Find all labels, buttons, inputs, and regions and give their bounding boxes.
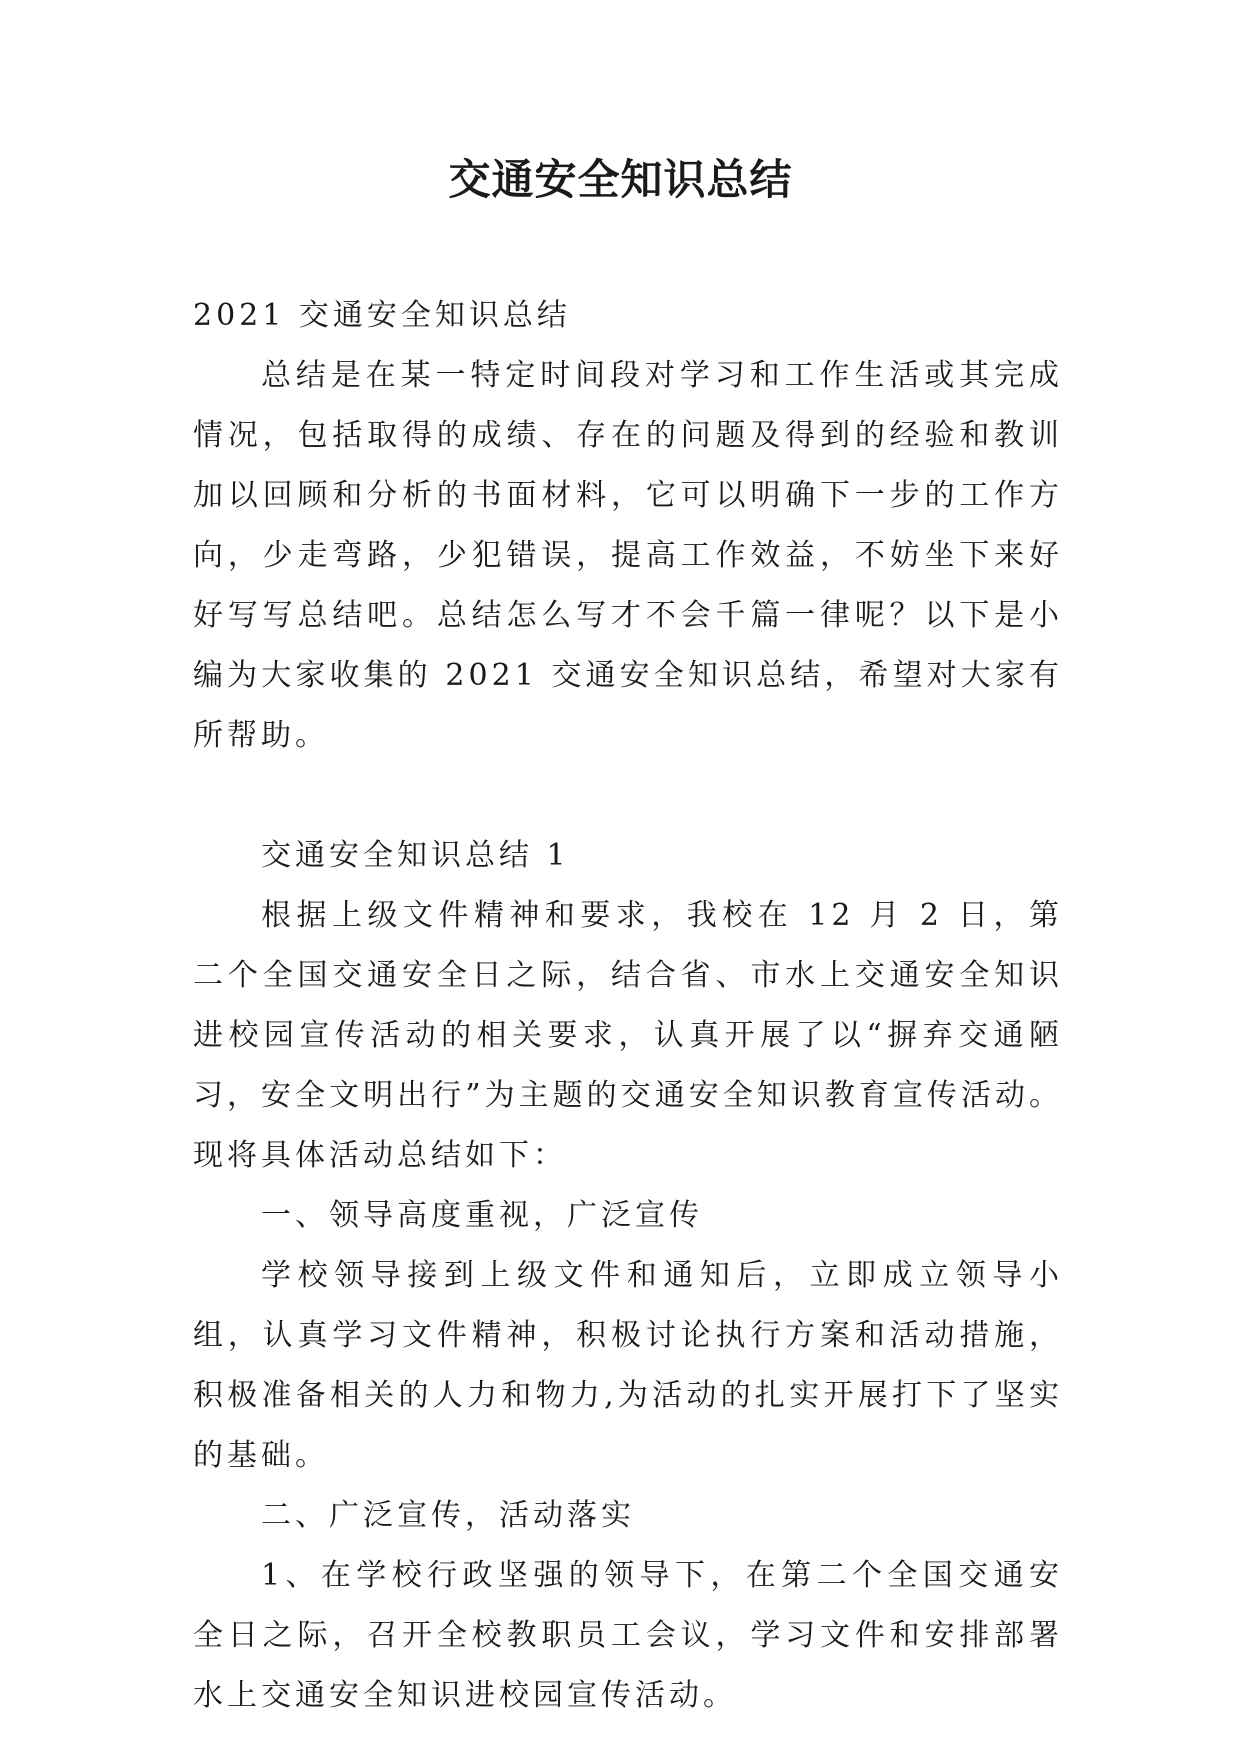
document-subtitle: 2021 交通安全知识总结 <box>193 298 571 333</box>
subheading-one: 一、领导高度重视，广泛宣传 <box>261 1198 703 1233</box>
paragraph-one: 学校领导接到上级文件和通知后，立即成立领导小组，认真学习文件精神，积极讨论执行方案和活动措施，积极准备相关的人力和物力,为活动的扎实开展打下了坚实的基础。 <box>193 1258 1063 1473</box>
document-body <box>193 286 1063 1726</box>
document-title: 交通安全知识总结 <box>448 155 793 204</box>
paragraph-two: 1、在学校行政坚强的领导下，在第二个全国交通安全日之际，召开全校教职员工会议，学习文件和安排部署水上交通安全知识进校园宣传活动。 <box>193 1558 1063 1713</box>
subheading-two: 二、广泛宣传，活动落实 <box>261 1498 635 1533</box>
paragraph-spacer <box>193 766 1063 826</box>
intro-paragraph: 总结是在某一特定时间段对学习和工作生活或其完成情况，包括取得的成绩、存在的问题及得到的经验和教训加以回顾和分析的书面材料，它可以明确下一步的工作方向，少走弯路，少犯错误，提高工作效益，不妨坐下来好好写写总结吧。总结怎么写才不会千篇一律呢？以下是小编为大家收集的 2021 交通安全知识总结，希望对大家有所帮助。 <box>193 358 1063 753</box>
section-heading: 交通安全知识总结 1 <box>261 838 570 873</box>
section-paragraph: 根据上级文件精神和要求，我校在 12 月 2 日，第二个全国交通安全日之际，结合省、市水上交通安全知识进校园宣传活动的相关要求，认真开展了以“摒弃交通陋习，安全文明出行”为主题的交通安全知识教育宣传活动。现将具体活动总结如下： <box>193 898 1063 1173</box>
